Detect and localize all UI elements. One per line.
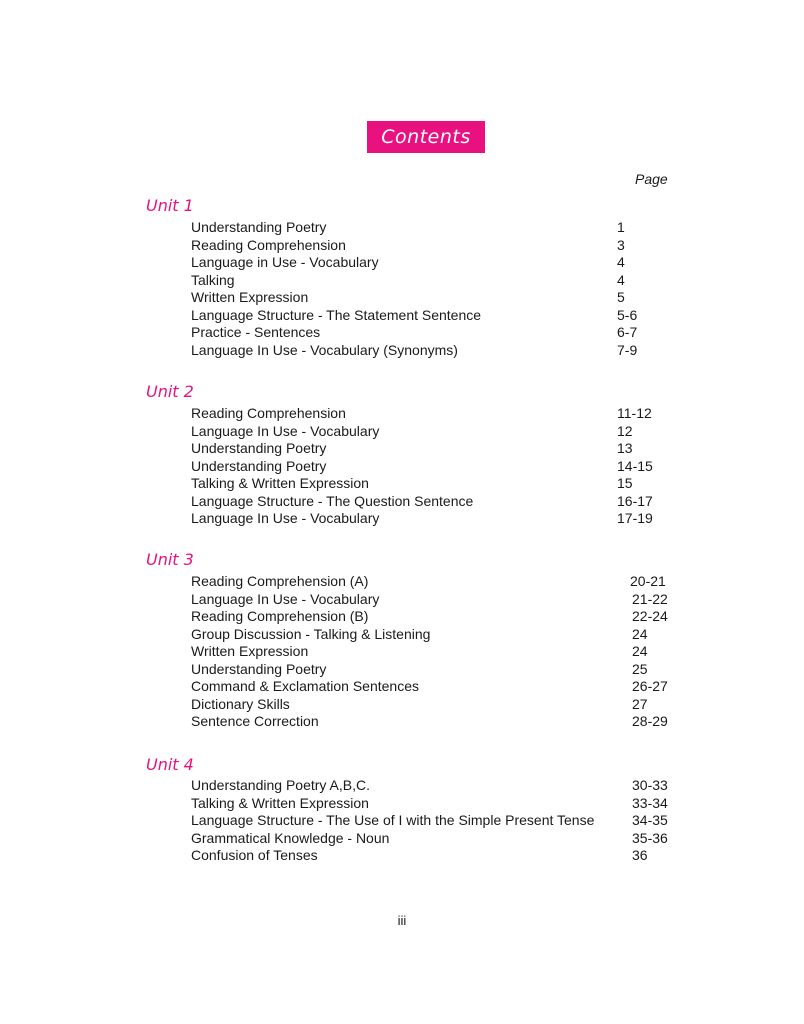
unit-1-heading: Unit 1	[146, 196, 194, 215]
toc-entry-title: Understanding Poetry	[191, 660, 327, 677]
toc-entry-title: Dictionary Skills	[191, 695, 290, 712]
toc-entry-page: 26-27	[632, 678, 668, 694]
toc-entry-title: Reading Comprehension (A)	[191, 573, 369, 589]
toc-entry-page: 7-9	[617, 341, 638, 358]
toc-entry-page: 20-21	[630, 573, 666, 589]
toc-entry-title: Written Expression	[191, 643, 309, 659]
toc-entry-page: 35-36	[632, 829, 668, 846]
toc-entry-title: Practice - Sentences	[191, 324, 321, 340]
toc-entry-title: Understanding Poetry A,B,C.	[191, 777, 370, 793]
toc-entry-page: 14-15	[617, 457, 653, 474]
toc-entry-page: 27	[632, 695, 648, 712]
toc-entry-page: 22-24	[632, 608, 668, 624]
toc-entry-title: Grammatical Knowledge - Noun	[191, 829, 390, 846]
toc-entry-page: 36	[632, 847, 648, 863]
toc-entry-page: 30-33	[632, 777, 668, 793]
toc-entry-page: 16-17	[617, 492, 653, 509]
toc-entry-page: 1	[617, 219, 625, 235]
contents-title: Contents	[367, 121, 485, 153]
toc-entry-title: Sentence Correction	[191, 713, 319, 729]
page-column-header: Page	[635, 171, 668, 187]
toc-entry-page: 6-7	[617, 324, 638, 340]
toc-entry-page: 24	[632, 625, 648, 642]
toc-entry-page: 4	[617, 254, 625, 270]
toc-entry-title: Language In Use - Vocabulary	[191, 422, 380, 439]
toc-entry-page: 11-12	[617, 405, 652, 421]
toc-entry-title: Confusion of Tenses	[191, 847, 318, 863]
page-number: iii	[397, 913, 407, 928]
toc-entry-title: Reading Comprehension	[191, 405, 346, 421]
unit-3-heading: Unit 3	[146, 550, 194, 569]
toc-entry-title: Understanding Poetry	[191, 457, 327, 474]
toc-entry-title: Language Structure - The Question Sentence	[191, 492, 474, 509]
toc-entry-page: 24	[632, 643, 648, 659]
toc-entry-page: 4	[617, 271, 625, 288]
toc-entry-title: Talking & Written Expression	[191, 475, 369, 491]
toc-entry-title: Language Structure - The Use of I with the Simple Present Tense	[191, 812, 595, 828]
toc-entry-title: Talking	[191, 271, 235, 288]
toc-entry-title: Reading Comprehension (B)	[191, 608, 369, 624]
toc-entry-title: Language Structure - The Statement Sentence	[191, 306, 482, 323]
toc-entry-title: Language In Use - Vocabulary	[191, 510, 380, 526]
toc-entry-title: Language In Use - Vocabulary	[191, 590, 380, 607]
toc-entry-page: 25	[632, 660, 648, 677]
toc-entry-page: 15	[617, 475, 633, 491]
toc-entry-page: 33-34	[632, 794, 668, 811]
toc-entry-title: Talking & Written Expression	[191, 794, 369, 811]
unit-4-heading: Unit 4	[146, 755, 194, 774]
toc-entry-page: 17-19	[617, 510, 653, 526]
toc-entry-page: 13	[617, 440, 633, 456]
unit-2-heading: Unit 2	[146, 382, 194, 401]
toc-entry-title: Language In Use - Vocabulary (Synonyms)	[191, 341, 458, 358]
toc-entry-title: Understanding Poetry	[191, 219, 327, 235]
toc-entry-page: 34-35	[632, 812, 668, 828]
toc-entry-title: Command & Exclamation Sentences	[191, 678, 419, 694]
toc-entry-title: Understanding Poetry	[191, 440, 327, 456]
toc-entry-title: Written Expression	[191, 289, 309, 305]
toc-entry-page: 12	[617, 422, 633, 439]
toc-entry-title: Group Discussion - Talking & Listening	[191, 625, 431, 642]
toc-entry-page: 3	[617, 236, 625, 253]
toc-entry-title: Reading Comprehension	[191, 236, 346, 253]
toc-entry-page: 5	[617, 289, 625, 305]
toc-entry-page: 28-29	[632, 713, 668, 729]
toc-entry-page: 21-22	[632, 590, 668, 607]
toc-entry-page: 5-6	[617, 306, 638, 323]
toc-entry-title: Language in Use - Vocabulary	[191, 254, 379, 270]
